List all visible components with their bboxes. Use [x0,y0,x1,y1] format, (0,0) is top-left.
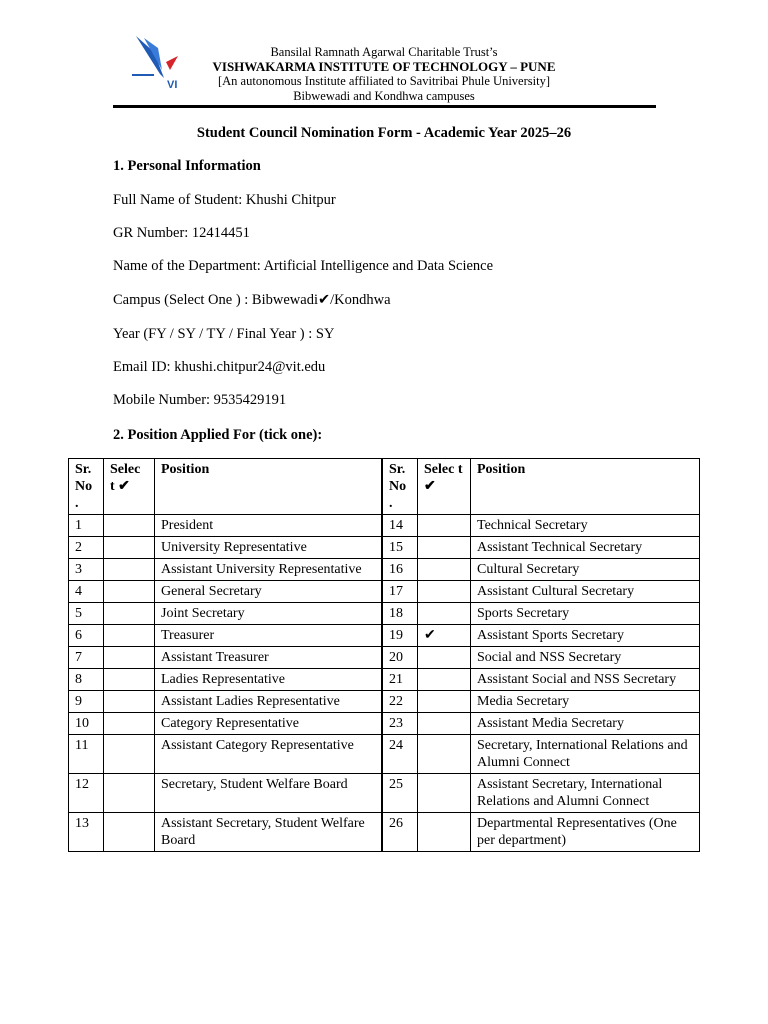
email-field: Email ID: khushi.chitpur24@vit.edu [113,359,326,375]
trust-name: Bansilal Ramnath Agarwal Charitable Trust’s [270,45,498,59]
header-position-2: Position [471,459,700,515]
position-cell: Assistant Cultural Secretary [471,581,700,603]
select-cell[interactable] [104,647,155,669]
sr-no-cell: 21 [382,669,418,691]
affiliation: [An autonomous Institute affiliated to Savitribai Phule University] [217,74,550,88]
sr-no-cell: 16 [382,559,418,581]
sr-no-cell: 15 [382,537,418,559]
position-cell: Category Representative [155,713,383,735]
table-row [69,603,700,625]
position-cell: Assistant Technical Secretary [471,537,700,559]
campus-field: Campus (Select One ) : Bibwewadi✔/Kondhwa [113,292,391,308]
position-cell: Sports Secretary [471,603,700,625]
position-cell: Assistant Treasurer [155,647,383,669]
table-row [69,669,700,691]
sr-no-cell: 5 [69,603,104,625]
sr-no-cell: 14 [382,515,418,537]
position-cell: Assistant Social and NSS Secretary [471,669,700,691]
sr-no-cell: 23 [382,713,418,735]
position-cell: Joint Secretary [155,603,383,625]
select-cell[interactable] [104,581,155,603]
table-row [69,537,700,559]
full-name-field: Full Name of Student: Khushi Chitpur [113,192,336,208]
position-cell: Assistant Category Representative [155,735,383,774]
sr-no-cell: 25 [382,774,418,813]
sr-no-cell: 17 [382,581,418,603]
sr-no-cell: 19 [382,625,418,647]
table-row [69,625,700,647]
header-select: Selec t ✔ [104,459,155,515]
sr-no-cell: 6 [69,625,104,647]
select-cell[interactable] [418,735,471,774]
sr-no-cell: 1 [69,515,104,537]
letterhead [200,45,568,103]
select-cell[interactable] [104,735,155,774]
position-cell: Assistant Ladies Representative [155,691,383,713]
select-cell[interactable] [104,537,155,559]
select-cell[interactable] [104,515,155,537]
mobile-field: Mobile Number: 9535429191 [113,392,287,408]
position-cell: Media Secretary [471,691,700,713]
position-cell: University Representative [155,537,383,559]
table-row [69,581,700,603]
header-position: Position [155,459,383,515]
position-cell: Treasurer [155,625,383,647]
table-row [69,559,700,581]
position-cell: Ladies Representative [155,669,383,691]
header-rule [113,105,656,108]
select-cell[interactable] [104,559,155,581]
position-cell: Departmental Representatives (One per department) [471,813,700,852]
institute-logo [130,34,188,90]
sr-no-cell: 22 [382,691,418,713]
position-cell: Assistant University Representative [155,559,383,581]
position-cell: Secretary, International Relations and Alumni Connect [471,735,700,774]
position-cell: Assistant Secretary, Student Welfare Board [155,813,383,852]
table-row [69,691,700,713]
select-cell[interactable] [104,603,155,625]
position-cell: General Secretary [155,581,383,603]
select-cell[interactable] [418,581,471,603]
select-cell[interactable] [418,813,471,852]
select-cell[interactable] [418,713,471,735]
select-cell[interactable] [418,774,471,813]
select-cell[interactable] [418,515,471,537]
position-cell: Assistant Media Secretary [471,713,700,735]
department-field: Name of the Department: Artificial Intelligence and Data Science [113,258,494,274]
section2-heading: 2. Position Applied For (tick one): [113,427,323,443]
sr-no-cell: 20 [382,647,418,669]
select-cell[interactable] [418,537,471,559]
position-cell: Social and NSS Secretary [471,647,700,669]
table-row [69,774,700,813]
section1-heading: 1. Personal Information [113,158,261,174]
table-row [69,813,700,852]
select-cell[interactable] [104,625,155,647]
positions-body [69,515,700,852]
select-cell[interactable] [418,669,471,691]
select-cell[interactable] [418,647,471,669]
position-cell: Assistant Secretary, International Relations and Alumni Connect [471,774,700,813]
gr-number-field: GR Number: 12414451 [113,225,250,241]
sr-no-cell: 24 [382,735,418,774]
position-cell: Assistant Sports Secretary [471,625,700,647]
sr-no-cell: 26 [382,813,418,852]
header-select-2: Selec t ✔ [418,459,471,515]
header-sr-no-2: Sr. No . [382,459,418,515]
sr-no-cell: 9 [69,691,104,713]
select-cell[interactable] [418,691,471,713]
table-row [69,515,700,537]
select-cell[interactable] [104,774,155,813]
sr-no-cell: 11 [69,735,104,774]
position-cell: President [155,515,383,537]
select-cell[interactable] [418,559,471,581]
select-cell[interactable] [418,603,471,625]
campuses: Bibwewadi and Kondhwa campuses [293,88,475,103]
select-cell[interactable] [104,669,155,691]
select-cell[interactable] [104,713,155,735]
sr-no-cell: 18 [382,603,418,625]
select-cell[interactable]: ✔ [418,625,471,647]
table-row [69,735,700,774]
header-sr-no: Sr. No . [69,459,104,515]
sr-no-cell: 7 [69,647,104,669]
sr-no-cell: 2 [69,537,104,559]
sr-no-cell: 4 [69,581,104,603]
position-cell: Secretary, Student Welfare Board [155,774,383,813]
position-cell: Technical Secretary [471,515,700,537]
sr-no-cell: 13 [69,813,104,852]
sr-no-cell: 8 [69,669,104,691]
logo-text: VI [167,79,178,90]
year-field: Year (FY / SY / TY / Final Year ) : SY [113,326,335,342]
select-cell[interactable] [104,813,155,852]
form-title: Student Council Nomination Form - Academic Year 2025–26 [196,125,572,141]
table-row [69,647,700,669]
sr-no-cell: 12 [69,774,104,813]
position-cell: Cultural Secretary [471,559,700,581]
sr-no-cell: 10 [69,713,104,735]
table-row [69,713,700,735]
select-cell[interactable] [104,691,155,713]
positions-table [68,458,700,852]
table-header-row [69,459,700,515]
institute-name: VISHWAKARMA INSTITUTE OF TECHNOLOGY – PUNE [212,58,556,74]
sr-no-cell: 3 [69,559,104,581]
